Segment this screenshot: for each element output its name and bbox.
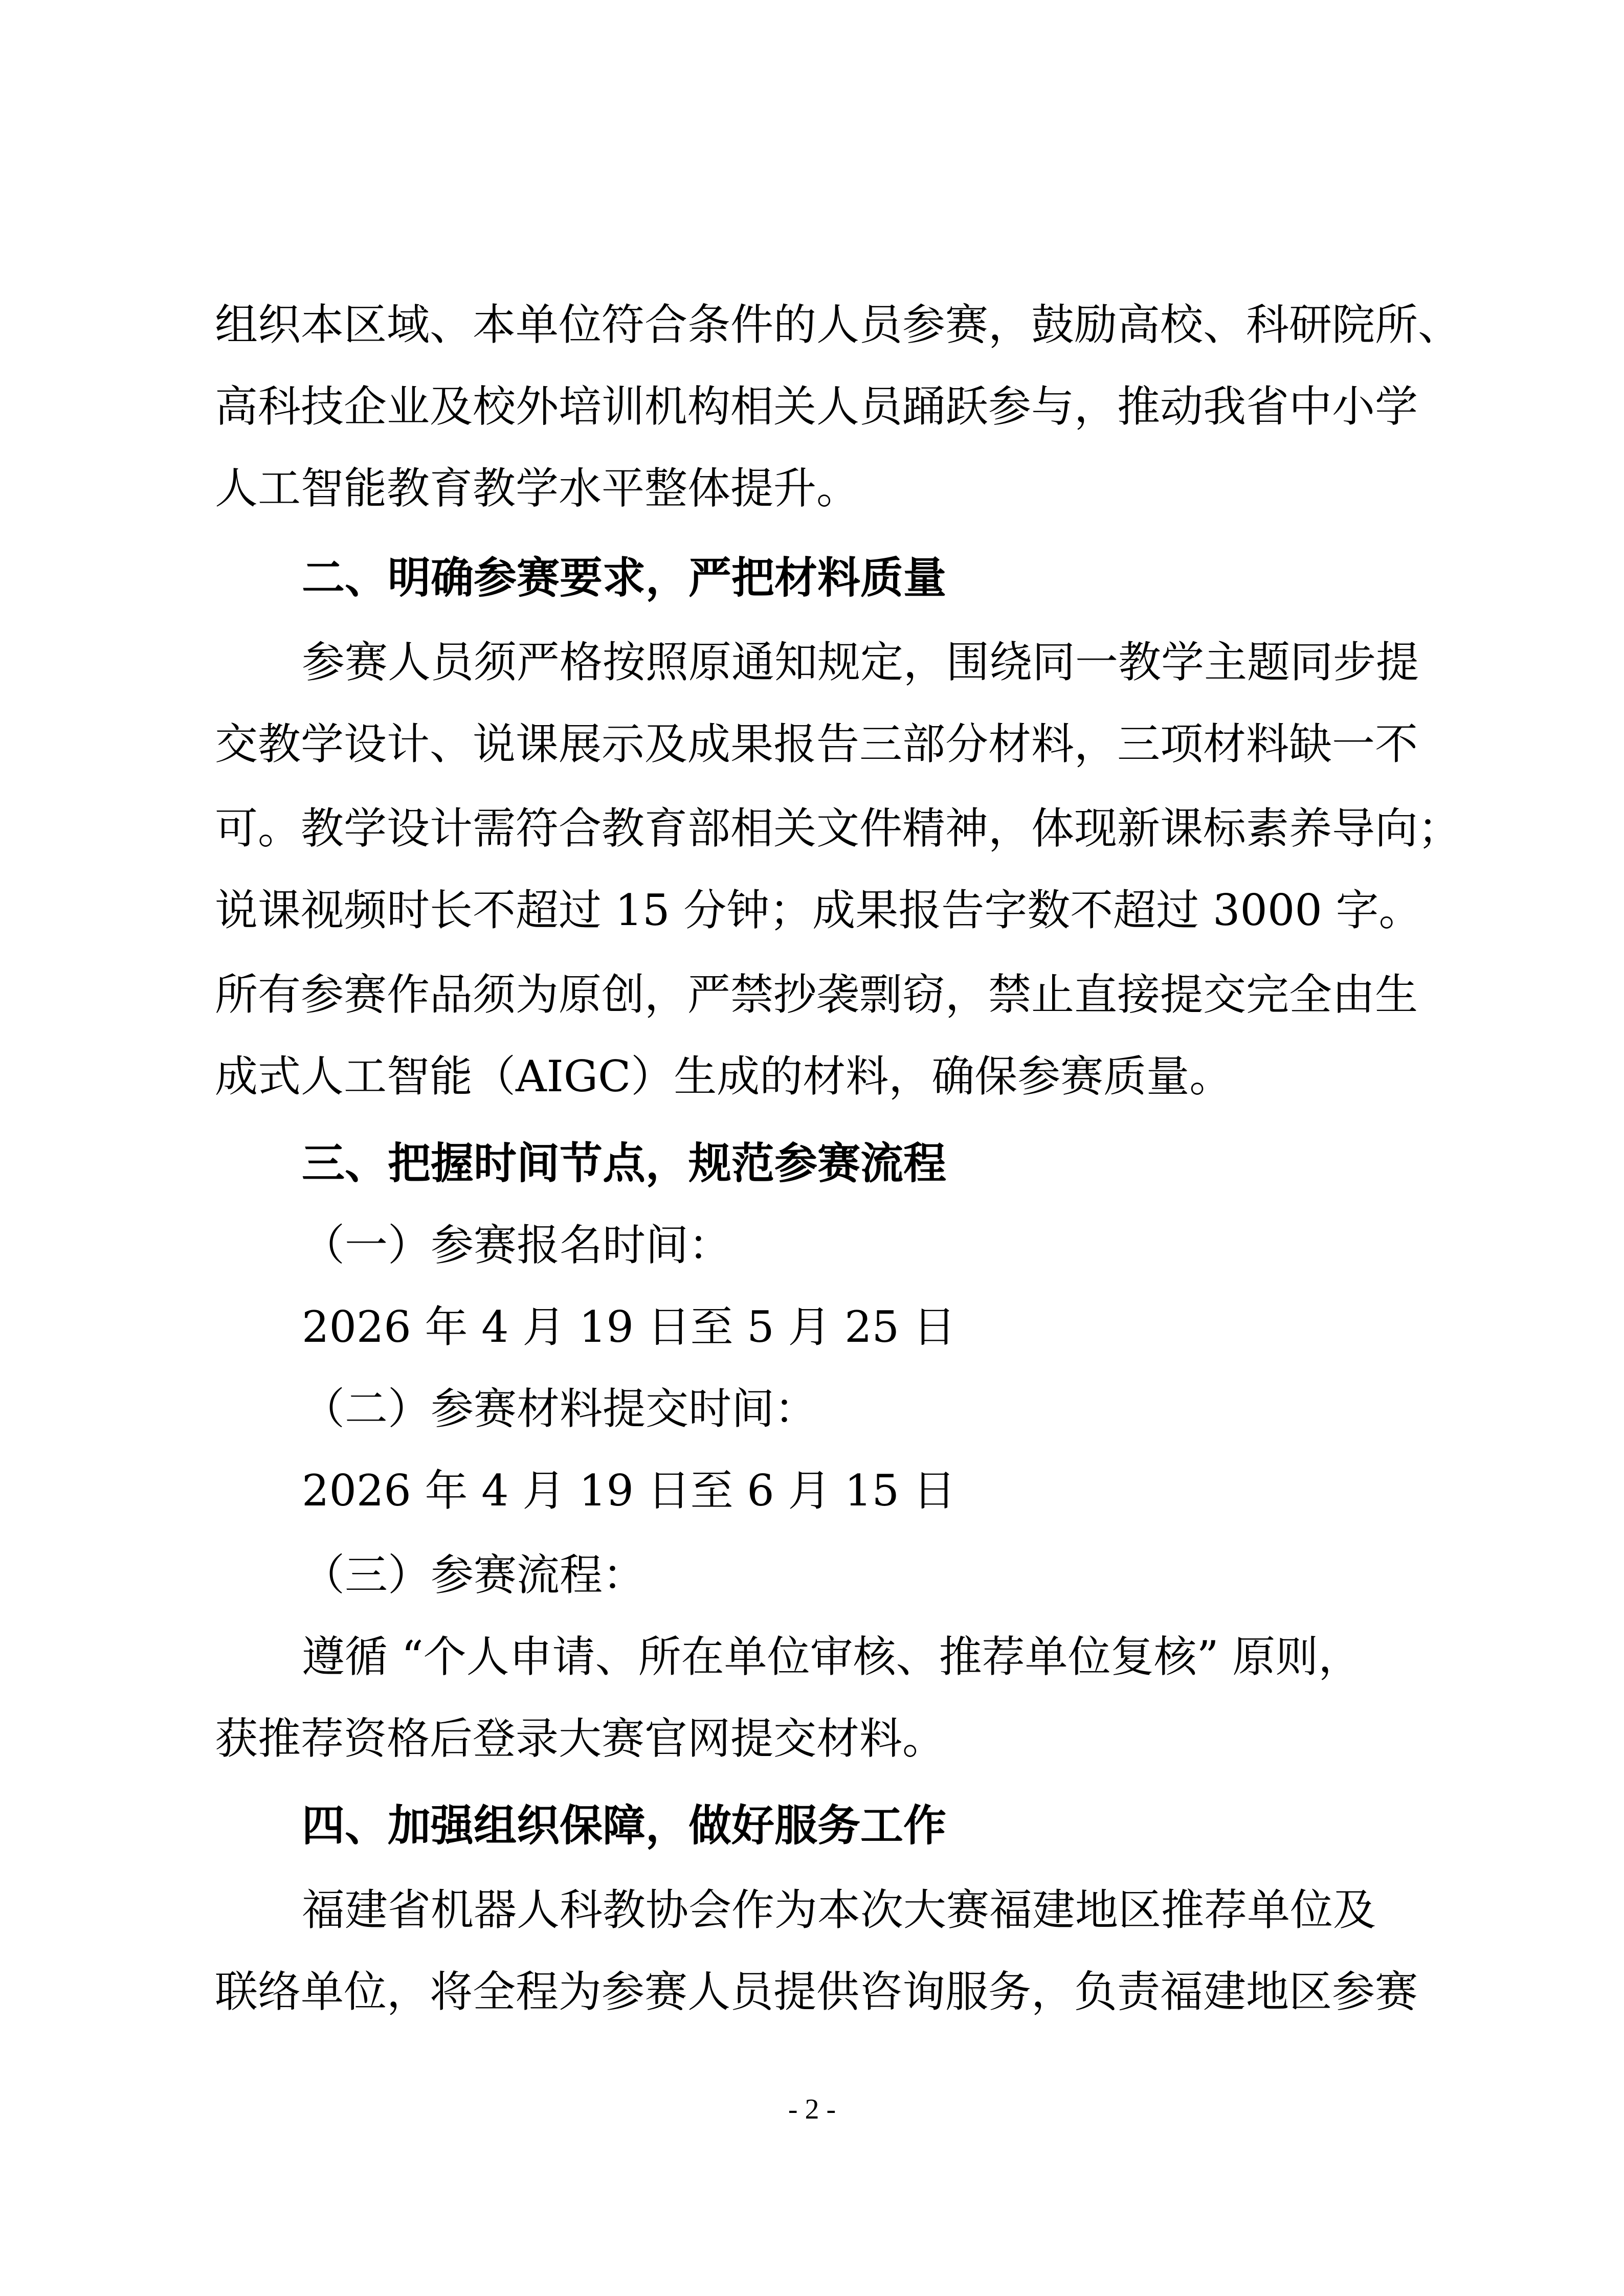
body-text-line: 组织本区域、本单位符合条件的人员参赛，鼓励高校、科研院所、: [215, 300, 1461, 350]
body-text-line: 福建省机器人科教协会作为本次大赛福建地区推荐单位及: [302, 1885, 1376, 1935]
body-text-line: 成式人工智能（AIGC）生成的材料，确保参赛质量。: [215, 1051, 1233, 1101]
section-heading-3: 三、把握时间节点，规范参赛流程: [302, 1138, 947, 1188]
body-text-line: 联络单位，将全程为参赛人员提供咨询服务，负责福建地区参赛: [215, 1967, 1418, 2017]
body-text-line: 说课视频时长不超过 15 分钟；成果报告字数不超过 3000 字。: [215, 885, 1422, 935]
body-text-line: 遵循 “个人申请、所在单位审核、推荐单位复核” 原则，: [302, 1632, 1362, 1682]
sub-heading: （二）参赛材料提交时间：: [302, 1384, 818, 1434]
section-heading-2: 二、明确参赛要求，严把材料质量: [302, 553, 947, 603]
body-text-line: 所有参赛作品须为原创，严禁抄袭剽窃，禁止直接提交完全由生: [215, 970, 1418, 1020]
body-text-line: 高科技企业及校外培训机构相关人员踊跃参与，推动我省中小学: [215, 381, 1418, 432]
sub-heading: （一）参赛报名时间：: [302, 1220, 732, 1270]
date-range: 2026 年 4 月 19 日至 5 月 25 日: [302, 1302, 956, 1352]
body-text-line: 人工智能教育教学水平整体提升。: [215, 463, 860, 513]
body-text-line: 获推荐资格后登录大赛官网提交材料。: [215, 1714, 946, 1764]
date-range: 2026 年 4 月 19 日至 6 月 15 日: [302, 1466, 956, 1516]
body-text-line: 交教学设计、说课展示及成果报告三部分材料，三项材料缺一不: [215, 719, 1418, 769]
page-number: - 2 -: [788, 2094, 836, 2125]
body-text-line: 可。教学设计需符合教育部相关文件精神，体现新课标素养导向；: [215, 803, 1461, 853]
body-text-line: 参赛人员须严格按照原通知规定，围绕同一教学主题同步提: [302, 637, 1419, 687]
sub-heading: （三）参赛流程：: [302, 1550, 646, 1600]
section-heading-4: 四、加强组织保障，做好服务工作: [302, 1800, 947, 1851]
